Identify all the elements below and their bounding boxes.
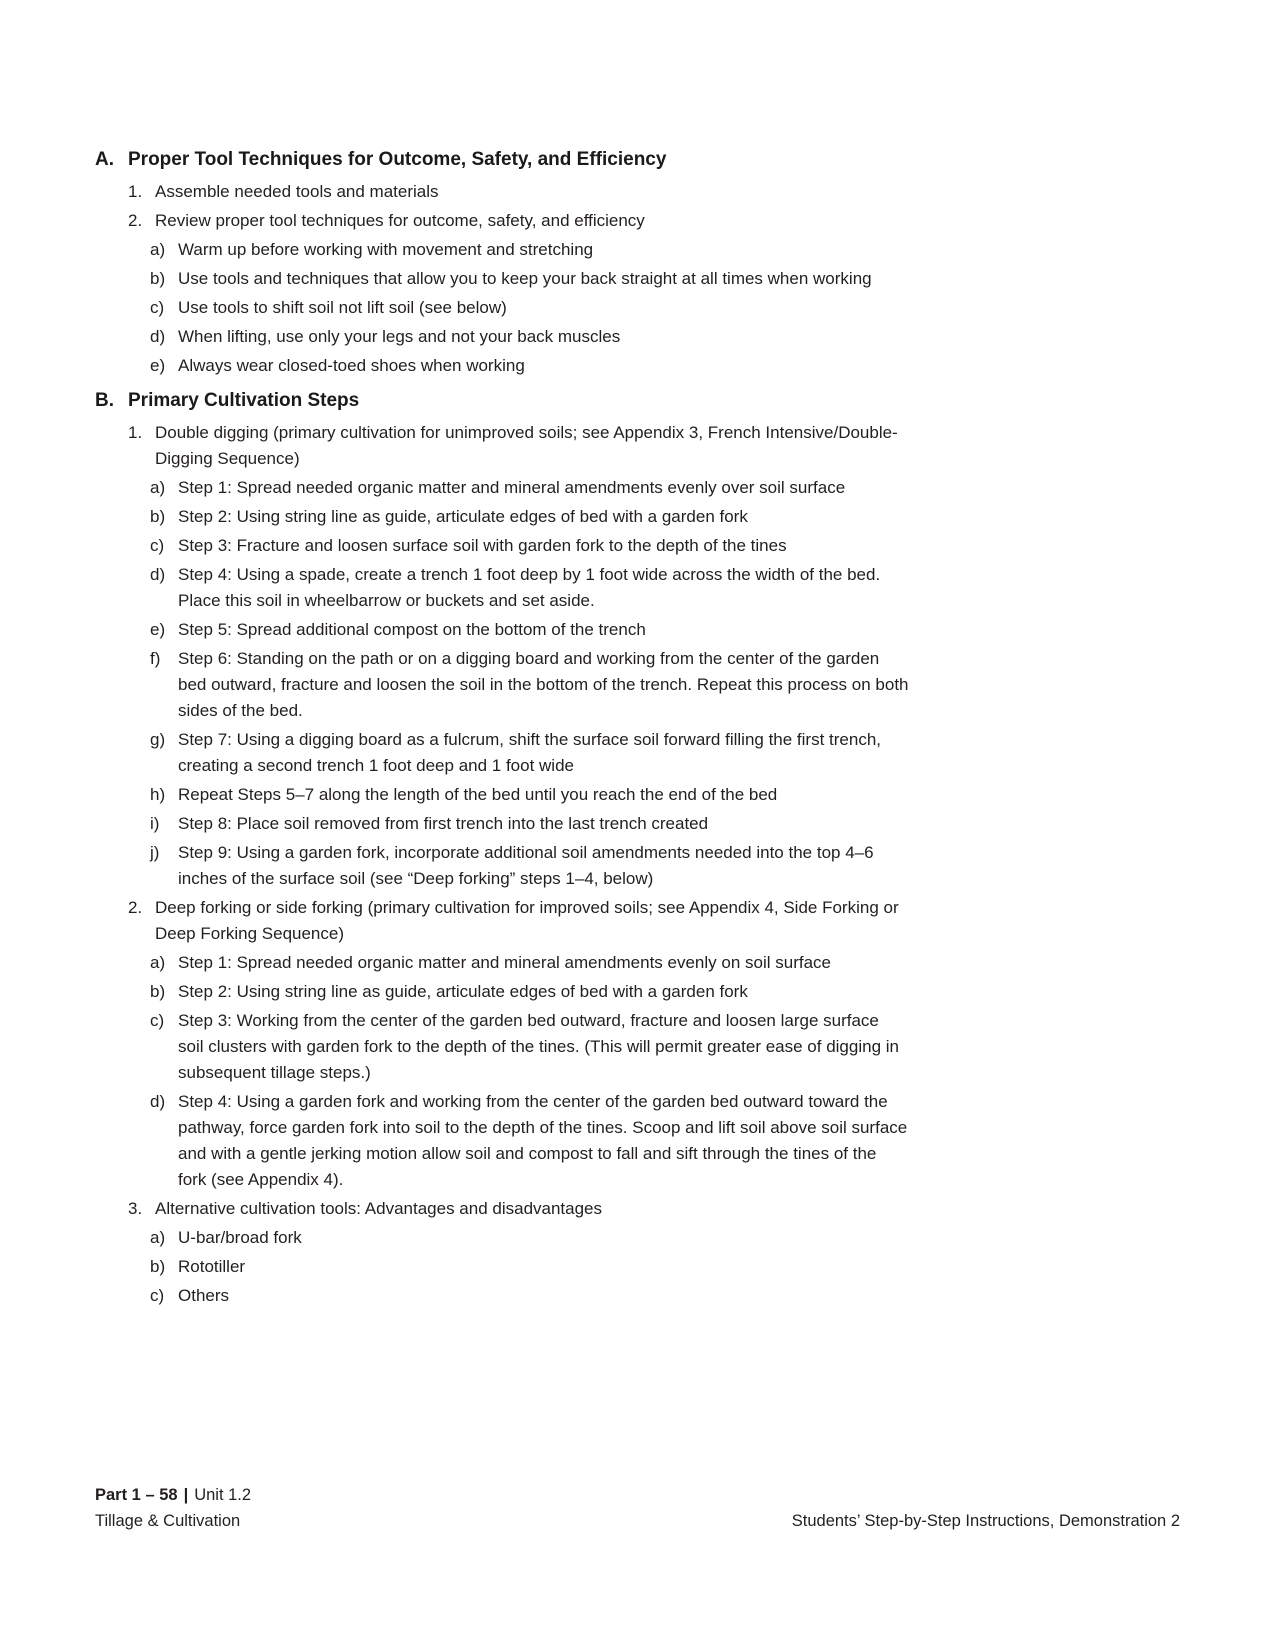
item-number: 2. bbox=[128, 898, 143, 917]
subitem-letter: b) bbox=[150, 982, 166, 1001]
lettered-subitem bbox=[95, 617, 909, 643]
subitem-text: Step 1: Spread needed organic matter and mineral amendments evenly over soil surface bbox=[178, 478, 846, 497]
lettered-subitem bbox=[95, 1225, 909, 1251]
subitem-text: Step 9: Using a garden fork, incorporate additional soil amendments needed into the top 4–6 inches of the surface soil (see “Deep forking” steps 1–4, below) bbox=[178, 843, 874, 888]
subitem-letter: c) bbox=[150, 536, 165, 555]
subitem-letter: d) bbox=[150, 565, 166, 584]
lettered-subitem bbox=[95, 353, 909, 379]
lettered-subitem bbox=[95, 1254, 909, 1280]
numbered-item bbox=[95, 1196, 909, 1222]
footer-section-title: Students’ Step-by-Step Instructions, Demonstration 2 bbox=[791, 1512, 1180, 1530]
subitem-text: Always wear closed-toed shoes when working bbox=[178, 356, 525, 375]
lettered-subitem bbox=[95, 782, 909, 808]
subitem-letter: b) bbox=[150, 269, 166, 288]
subitem-text: Step 2: Using string line as guide, articulate edges of bed with a garden fork bbox=[178, 982, 748, 1001]
subitem-text: Rototiller bbox=[178, 1257, 246, 1276]
subitem-letter: h) bbox=[150, 785, 166, 804]
item-text: Deep forking or side forking (primary cultivation for improved soils; see Appendix 4, Side Forking or Deep Forking Sequence) bbox=[155, 898, 899, 943]
footer-page-info bbox=[95, 1482, 251, 1508]
subitem-text: Repeat Steps 5–7 along the length of the bed until you reach the end of the bed bbox=[178, 785, 778, 804]
lettered-subitem bbox=[95, 950, 909, 976]
subitem-text: Others bbox=[178, 1286, 230, 1305]
subitem-letter: b) bbox=[150, 507, 166, 526]
subitem-text: Step 8: Place soil removed from first trench into the last trench created bbox=[178, 814, 709, 833]
lettered-subitem bbox=[95, 562, 909, 614]
lettered-subitem bbox=[95, 1089, 909, 1193]
footer-unit-number: Unit 1.2 bbox=[194, 1486, 252, 1504]
subitem-letter: g) bbox=[150, 730, 166, 749]
subitem-letter: e) bbox=[150, 620, 166, 639]
section-heading bbox=[95, 147, 909, 173]
subitem-letter: d) bbox=[150, 1092, 166, 1111]
subitem-letter: c) bbox=[150, 298, 165, 317]
subitem-text: Step 3: Fracture and loosen surface soil with garden fork to the depth of the tines bbox=[178, 536, 787, 555]
outline-section bbox=[95, 388, 909, 1309]
subitem-letter: c) bbox=[150, 1011, 165, 1030]
subitem-text: Step 2: Using string line as guide, articulate edges of bed with a garden fork bbox=[178, 507, 748, 526]
numbered-item bbox=[95, 420, 909, 472]
lettered-subitem bbox=[95, 324, 909, 350]
item-text: Alternative cultivation tools: Advantages and disadvantages bbox=[155, 1199, 603, 1218]
section-letter: B. bbox=[95, 390, 114, 411]
subitem-letter: a) bbox=[150, 478, 166, 497]
subitem-letter: b) bbox=[150, 1257, 166, 1276]
section-title: Primary Cultivation Steps bbox=[128, 390, 360, 411]
subitem-letter: c) bbox=[150, 1286, 165, 1305]
subitem-text: U-bar/broad fork bbox=[178, 1228, 302, 1247]
item-text: Assemble needed tools and materials bbox=[155, 182, 439, 201]
lettered-subitem bbox=[95, 504, 909, 530]
lettered-subitem bbox=[95, 979, 909, 1005]
document-content bbox=[95, 138, 909, 1312]
lettered-subitem bbox=[95, 1008, 909, 1086]
subitem-text: Step 1: Spread needed organic matter and mineral amendments evenly on soil surface bbox=[178, 953, 831, 972]
subitem-text: Use tools and techniques that allow you to keep your back straight at all times when working bbox=[178, 269, 872, 288]
section-title: Proper Tool Techniques for Outcome, Safety, and Efficiency bbox=[128, 149, 667, 170]
subitem-text: Step 5: Spread additional compost on the bottom of the trench bbox=[178, 620, 646, 639]
footer-left bbox=[95, 1482, 251, 1534]
lettered-subitem bbox=[95, 840, 909, 892]
footer-document-title: Tillage & Cultivation bbox=[95, 1512, 241, 1530]
subitem-letter: i) bbox=[150, 814, 160, 833]
item-number: 3. bbox=[128, 1199, 143, 1218]
lettered-subitem bbox=[95, 727, 909, 779]
lettered-subitem bbox=[95, 646, 909, 724]
page-footer bbox=[95, 1482, 1180, 1534]
subitem-text: Step 4: Using a garden fork and working from the center of the garden bed outward toward the pathway, force garden fork into soil to the depth of the tines. Scoop and lift soil above soil surface and with a gentle jerking motion allow soil and compost to fall and sift through the tines of the fork (see Appendix 4). bbox=[178, 1092, 908, 1189]
lettered-subitem bbox=[95, 295, 909, 321]
section-heading bbox=[95, 388, 909, 414]
subitem-text: Step 4: Using a spade, create a trench 1 foot deep by 1 foot wide across the width of the bed. Place this soil in wheelbarrow or buckets and set aside. bbox=[178, 565, 881, 610]
lettered-subitem bbox=[95, 811, 909, 837]
section-letter: A. bbox=[95, 149, 114, 170]
lettered-subitem bbox=[95, 266, 909, 292]
numbered-item bbox=[95, 179, 909, 205]
item-text: Double digging (primary cultivation for unimproved soils; see Appendix 3, French Intensive/Double-Digging Sequence) bbox=[155, 423, 898, 468]
subitem-text: When lifting, use only your legs and not your back muscles bbox=[178, 327, 621, 346]
numbered-item bbox=[95, 895, 909, 947]
lettered-subitem bbox=[95, 475, 909, 501]
subitem-text: Step 7: Using a digging board as a fulcrum, shift the surface soil forward filling the first trench, creating a second trench 1 foot deep and 1 foot wide bbox=[178, 730, 882, 775]
subitem-letter: a) bbox=[150, 953, 166, 972]
subitem-text: Warm up before working with movement and stretching bbox=[178, 240, 594, 259]
subitem-letter: a) bbox=[150, 1228, 166, 1247]
footer-separator: | bbox=[183, 1486, 189, 1504]
item-number: 2. bbox=[128, 211, 143, 230]
subitem-letter: f) bbox=[150, 649, 161, 668]
subitem-letter: d) bbox=[150, 327, 166, 346]
lettered-subitem bbox=[95, 1283, 909, 1309]
subitem-text: Step 6: Standing on the path or on a digging board and working from the center of the garden bed outward, fracture and loosen the soil in the bottom of the trench. Repeat this process on both sides of the bed. bbox=[178, 649, 909, 720]
footer-part-number: Part 1 – 58 bbox=[95, 1486, 178, 1504]
numbered-item bbox=[95, 208, 909, 234]
item-number: 1. bbox=[128, 182, 143, 201]
item-number: 1. bbox=[128, 423, 143, 442]
item-text: Review proper tool techniques for outcome, safety, and efficiency bbox=[155, 211, 645, 230]
subitem-text: Step 3: Working from the center of the garden bed outward, fracture and loosen large surface soil clusters with garden fork to the depth of the tines. (This will permit greater ease of digging in subsequent tillage steps.) bbox=[178, 1011, 899, 1082]
subitem-text: Use tools to shift soil not lift soil (see below) bbox=[178, 298, 507, 317]
outline-section bbox=[95, 147, 909, 379]
lettered-subitem bbox=[95, 237, 909, 263]
subitem-letter: a) bbox=[150, 240, 166, 259]
subitem-letter: j) bbox=[150, 843, 160, 862]
subitem-letter: e) bbox=[150, 356, 166, 375]
lettered-subitem bbox=[95, 533, 909, 559]
